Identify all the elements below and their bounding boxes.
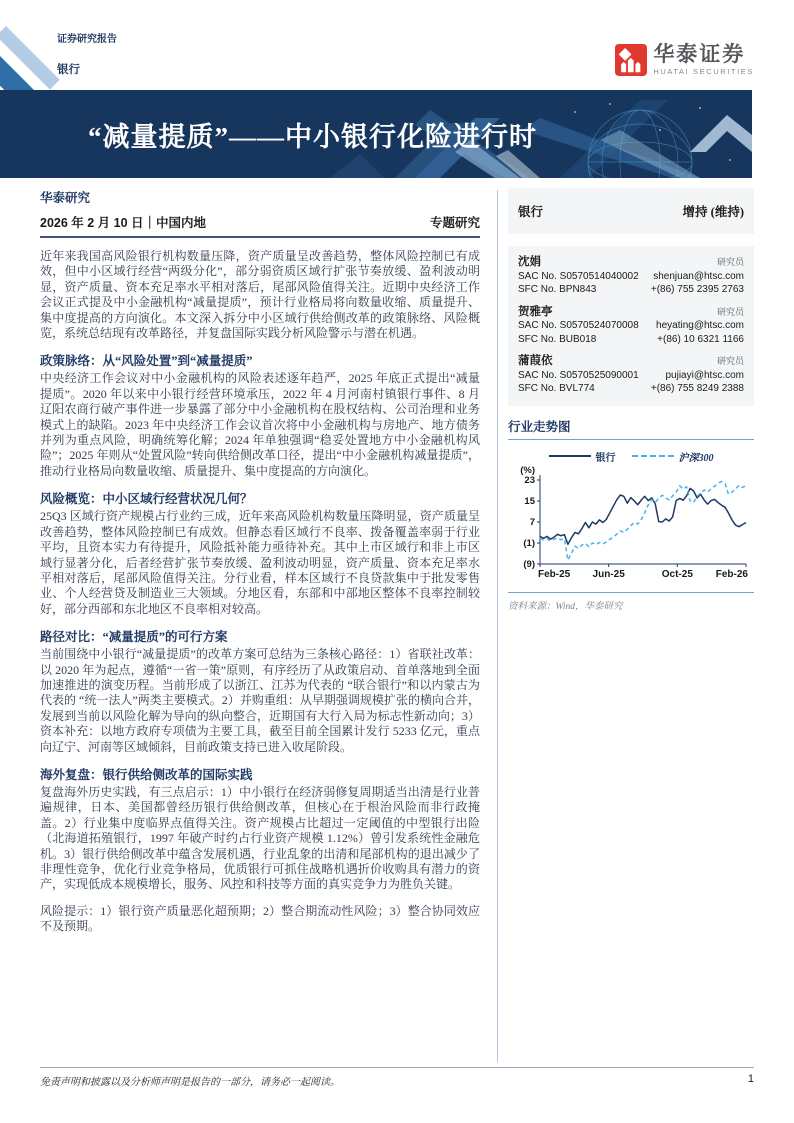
series-line-0	[540, 488, 746, 544]
report-type-label: 证券研究报告	[57, 34, 117, 45]
analyst-sfc: SFC No. BPN843	[518, 284, 597, 295]
page-title: “减量提质”——中小银行化险进行时	[88, 121, 537, 152]
svg-text:Feb-25: Feb-25	[538, 568, 571, 580]
summary-column	[40, 188, 480, 935]
svg-text:7: 7	[529, 516, 535, 528]
analyst-card	[518, 306, 744, 347]
svg-text:Jun-25: Jun-25	[592, 568, 625, 580]
column-divider	[497, 190, 498, 1062]
analyst-card	[518, 256, 744, 297]
rating-sector-label: 银行	[518, 205, 544, 219]
analyst-title: 研究员	[716, 257, 744, 267]
trend-chart	[508, 464, 754, 587]
svg-text:Feb-26: Feb-26	[715, 568, 748, 580]
footer	[40, 1073, 754, 1088]
svg-text:15: 15	[524, 495, 535, 507]
section-heading: 风险概览：中小区域行经营状况几何？	[40, 492, 253, 507]
analyst-sfc: SFC No. BUB018	[518, 333, 597, 345]
huatai-logo-icon	[615, 44, 647, 81]
page-number: 1	[747, 1073, 754, 1085]
org-label: 华泰研究	[40, 191, 91, 205]
legend-line-solid-icon	[549, 455, 591, 457]
svg-text:(1): (1)	[523, 537, 535, 549]
analyst-title: 研究员	[716, 356, 744, 366]
brand-subtitle: HUATAI SECURITIES	[653, 67, 754, 76]
analyst-sac: SAC No. S0570525090001	[518, 369, 639, 381]
svg-text:23: 23	[524, 474, 535, 486]
analyst-email-link[interactable]: heyating@htsc.com	[656, 320, 744, 331]
section-body: 复盘海外历史实践，有三点启示：1）中小银行在经济弱修复周期适当出清是行业普遍规律，日本、美国都曾经历银行供给侧改革，但核心在于根治风险而非行政掩盖。2）行业集中度临界点值得关注。资产规模占比超过一定阈值的中型银行出险（北海道拓殖银行，1997 年破产时约占行业资产规模 1.12%）曾引发系统性金融危机。3）银行供给侧改革中蕴含发展机遇，行业乱象的出清和尾部机构的退出减少了非理性竞争，优化行业竞争格局，优质银行可抓住战略机遇折价收购具有潜力的资产，实现低成本规模增长，服务、风控和科技等方面的真实竞争力为胜负关键。	[40, 784, 480, 892]
svg-text:(9): (9)	[523, 558, 535, 570]
footer-divider	[40, 1067, 754, 1068]
section-heading: 路径对比：“减量提质”的可行方案	[40, 630, 228, 645]
analyst-email-link[interactable]: pujiayi@htsc.com	[665, 369, 744, 381]
section-heading: 海外复盘：银行供给侧改革的国际实践	[40, 767, 253, 782]
corner-decoration	[0, 0, 110, 90]
report-category-label: 专题研究	[429, 216, 480, 230]
risk-note: 风险提示：1）银行资产质量恶化超预期；2）整合期流动性风险；3）整合协同效应不及预期。	[40, 903, 480, 934]
legend-label-bank: 银行	[595, 452, 616, 464]
section-path-compare	[40, 627, 480, 755]
svg-text:Oct-25: Oct-25	[661, 568, 693, 580]
huatai-logo	[615, 44, 754, 81]
rating-badge: 增持 (维持)	[682, 205, 744, 219]
section-overseas	[40, 765, 480, 893]
date-region-label: 2026 年 2 月 10 日｜中国内地	[40, 216, 207, 230]
analyst-card	[518, 355, 744, 396]
legend-line-dashed-icon	[632, 455, 674, 457]
rating-panel	[508, 188, 754, 234]
analyst-sfc: SFC No. BVL774	[518, 383, 595, 394]
brand-name: 华泰证券	[653, 43, 746, 66]
section-heading: 政策脉络：从“风险处置”到“减量提质”	[40, 354, 253, 369]
title-banner	[0, 90, 752, 178]
footer-disclaimer: 免责声明和披露以及分析师声明是报告的一部分，请务必一起阅读。	[40, 1077, 340, 1088]
chart-section-title: 行业走势图	[508, 417, 754, 440]
analyst-phone: +(86) 755 2395 2763	[650, 284, 744, 295]
legend-item-hs300	[632, 449, 714, 464]
sector-label: 银行	[57, 64, 80, 76]
analyst-sac: SAC No. S0570524070008	[518, 320, 639, 331]
analyst-name: 沈娟	[518, 256, 541, 268]
legend-item-bank	[549, 449, 616, 464]
section-policy	[40, 351, 480, 479]
section-body: 当前围绕中小银行“减量提质”的改革方案可总结为三条核心路径：1）省联社改革：以 2020 年为起点，遵循“一省一策”原则，有序经历了从政策启动、首单落地到全面加速推进的演变历程。当前形成了以浙江、江苏为代表的 “联合银行”和以内蒙古为代表的 “统一法人”两类主要模式。2）并购重组：从早期强调规模扩张的横向合并，发展到当前以风险化解为导向的纵向整合，近期国有大行入局为标志性新动向；3）资本补充：以地方政府专项债为主要工具，截至目前全国累计发行 5233 亿元，重点向辽宁、河南等区域倾斜，目前政策支持已进入收尾阶段。	[40, 647, 480, 754]
analyst-sac: SAC No. S0570514040002	[518, 270, 639, 282]
legend-label-hs300: 沪深300	[678, 452, 714, 464]
analyst-panel	[508, 246, 754, 406]
analyst-title: 研究员	[716, 306, 744, 317]
sidebar	[508, 188, 754, 612]
section-body: 25Q3 区域行资产规模占行业约三成，近年来高风险机构数量压降明显，资产质量呈改善趋势，整体风险控制已有成效。但静态看区域行不良率、拨备覆盖率弱于行业平均，且资本实力有待提升，风险抵补能力亟待补充。其中上市区域行和非上市区域行显著分化，后者经营扩张节奏放缓、盈利波动明显，资产质量、资本充足率水平相对落后，尾部风险值得关注。分行业看，样本区域行不良贷款集中于批发零售业、个人经营贷及制造业三大领域。分地区看，东部和中部地区整体不良率控制较好，部分西部和东北地区不良率相对较高。	[40, 509, 480, 616]
analyst-phone: +(86) 755 8249 2388	[650, 383, 744, 394]
header-rule	[40, 236, 480, 238]
chart-legend	[508, 449, 754, 464]
svg-text:(%): (%)	[520, 464, 535, 476]
analyst-name: 贺雅亭	[518, 305, 553, 318]
series-line-1	[540, 481, 746, 559]
section-body: 中央经济工作会议对中小金融机构的风险表述逐年趋严，2025 年底正式提出“减量提质”。2020 年以来中小银行经营环境承压，2022 年 4 月河南村镇银行事件、8 月辽阳农商行破产事件进一步暴露了部分中小金融机构在股权结构、公司治理和业务模式上的缺陷。2023 年中央经济工作会议首次将中小金融机构与房地产、地方债务并列为重点风险，明确统筹化解；2024 年单独强调“稳妥处置地方中小金融机构风险”；2025 年则从“处置风险”转向供给侧改革口径，提出“中小金融机构减量提质”，推动行业格局向数量收缩、质量提升、集中度提高的方向演化。	[40, 371, 480, 478]
chart-source: 资料来源：Wind，华泰研究	[508, 592, 754, 612]
analyst-email-link[interactable]: shenjuan@htsc.com	[653, 270, 744, 282]
analyst-phone: +(86) 10 6321 1166	[657, 333, 744, 345]
abstract-paragraph: 近年来我国高风险银行机构数量压降，资产质量呈改善趋势，整体风险控制已有成效，但中小区域行经营“两级分化”，部分弱资质区域行扩张节奏放缓、盈利波动明显，资产质量、资本充足率水平相对落后，尾部风险值得关注。近期中央经济工作会议正式提及中小金融机构“减量提质”，预计行业格局将向数量收缩、质量提升、集中度提高的方向演化。本文深入拆分中小区域行供给侧改革的政策脉络、风险概览，系统总结现有改革路径，并复盘国际实践分析风险警示与潜在机遇。	[40, 249, 480, 341]
section-risk-overview	[40, 489, 480, 617]
analyst-name: 蒲葭依	[518, 355, 553, 367]
